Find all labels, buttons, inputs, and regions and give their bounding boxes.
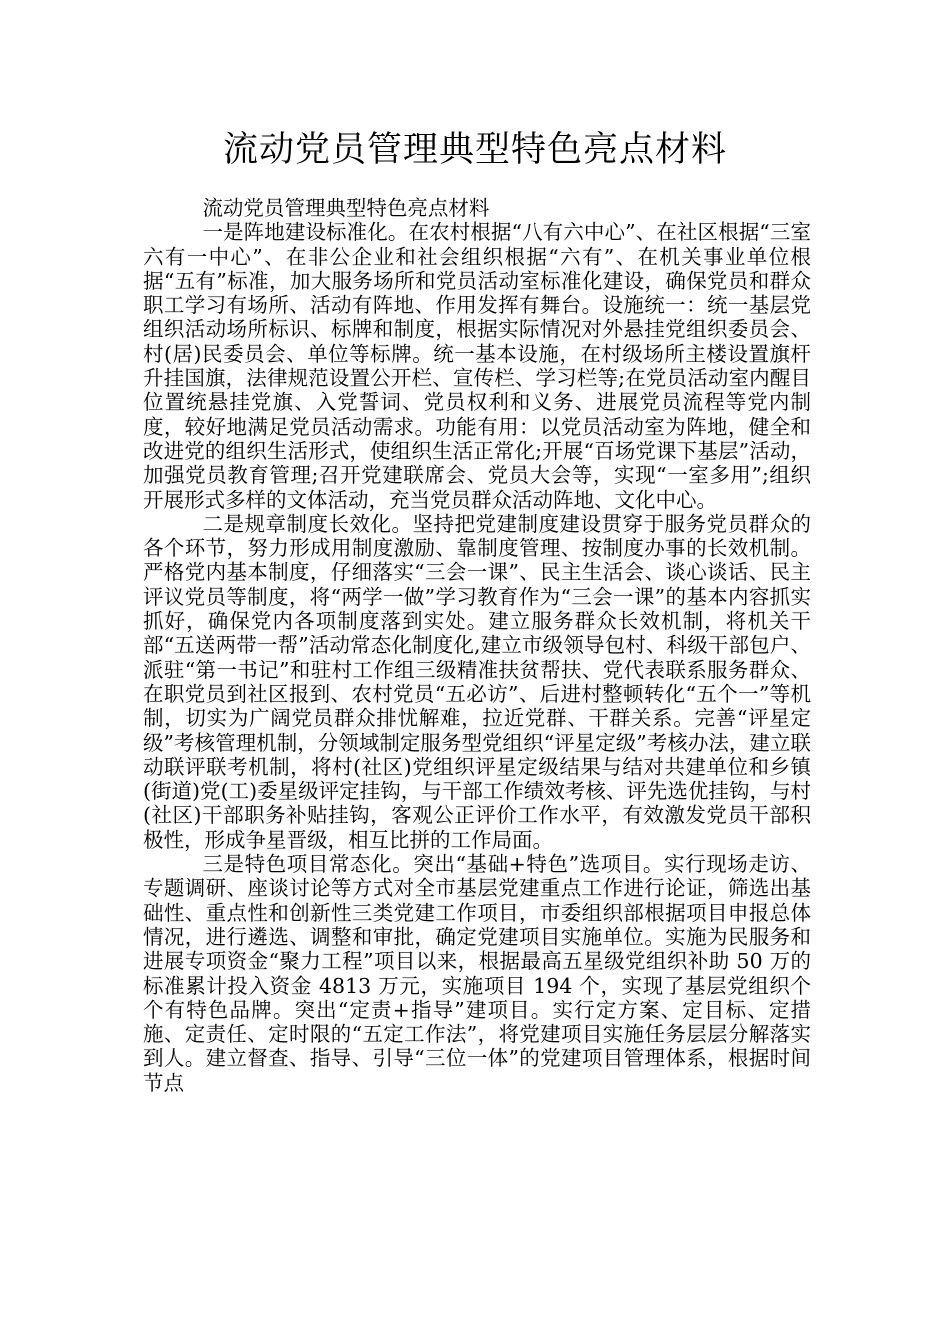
document-title: 流动党员管理典型特色亮点材料: [222, 130, 727, 170]
document-body: [143, 196, 811, 1095]
paragraph-2: 二是规章制度长效化。坚持把党建制度建设贯穿于服务党员群众的各个环节，努力形成用制度激励、靠制度管理、按制度办事的长效机制。严格党内基本制度，仔细落实“三会一课”、民主生活会、谈心谈话、民主评议党员等制度，将“两学一做”学习教育作为“三会一课”的基本内容抓实抓好，确保党内各项制度落到实处。建立服务群众长效机制，将机关干部“五送两带一帮”活动常态化制度化,建立市级领导包村、科级干部包户、派驻“第一书记”和驻村工作组三级精准扶贫帮扶、党代表联系服务群众、在职党员到社区报到、农村党员“五必访”、后进村整顿转化“五个一”等机制，切实为广阔党员群众排忧解难，拉近党群、干群关系。完善“评星定级”考核管理机制，分领域制定服务型党组织“评星定级”考核办法，建立联动联评联考机制，将村(社区)党组织评星定级结果与结对共建单位和乡镇(街道)党(工)委星级评定挂钩，与干部工作绩效考核、评先选优挂钩，与村(社区)干部职务补贴挂钩，客观公正评价工作水平，有效激发党员干部积极性，形成争星晋级，相互比拼的工作局面。: [143, 511, 811, 852]
paragraph-3: 三是特色项目常态化。突出“基础+特色”选项目。实行现场走访、专题调研、座谈讨论等方式对全市基层党建重点工作进行论证，筛选出基础性、重点性和创新性三类党建工作项目，市委组织部根据项目申报总体情况，进行遴选、调整和审批，确定党建项目实施单位。实施为民服务和进展专项资金“聚力工程”项目以来，根据最高五星级党组织补助 50 万的标准累计投入资金 4813 万元，实施项目 194 个，实现了基层党组织个个有特色品牌。突出“定责+指导”建项目。实行定方案、定目标、定措施、定责任、定时限的“五定工作法”，将党建项目实施任务层层分解落实到人。建立督查、指导、引导“三位一体”的党建项目管理体系，根据时间节点: [143, 852, 811, 1095]
paragraph-subtitle: 流动党员管理典型特色亮点材料: [202, 196, 490, 220]
paragraph-1: 一是阵地建设标准化。在农村根据“八有六中心”、在社区根据“三室六有一中心”、在非公企业和社会组织根据“六有”、在机关事业单位根据“五有”标准，加大服务场所和党员活动室标准化建设，确保党员和群众职工学习有场所、活动有阵地、作用发挥有舞台。设施统一：统一基层党组织活动场所标识、标牌和制度，根据实际情况对外悬挂党组织委员会、村(居)民委员会、单位等标牌。统一基本设施，在村级场所主楼设置旗杆升挂国旗，法律规范设置公开栏、宣传栏、学习栏等;在党员活动室内醒目位置统悬挂党旗、入党誓词、党员权利和义务、进展党员流程等党内制度，较好地满足党员活动需求。功能有用：以党员活动室为阵地，健全和改进党的组织生活形式，使组织生活正常化;开展“百场党课下基层”活动，加强党员教育管理;召开党建联席会、党员大会等，实现“一室多用”;组织开展形式多样的文体活动，充当党员群众活动阵地、文化中心。: [143, 220, 811, 512]
